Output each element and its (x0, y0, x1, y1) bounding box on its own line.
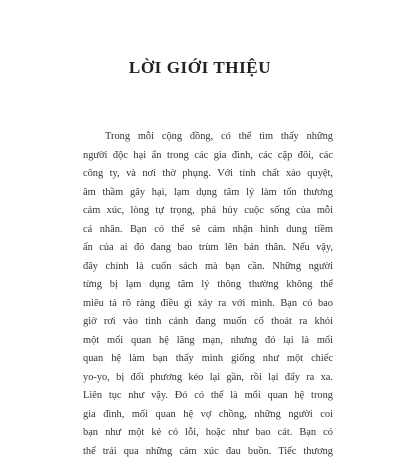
text-line: công ty, và nơi thờ phụng. Với tính chất xảo quyệt, (83, 165, 333, 184)
text-line: Liên tục như vậy. Đó có thể là mối quan hệ trong (83, 387, 333, 406)
text-line: quan hệ làm bạn thấy mình giống như một chiếc (83, 350, 333, 369)
page-title: LỜI GIỚI THIỆU (0, 58, 400, 78)
text-line: người độc hại ẩn trong các gia đình, các cặp đôi, các (83, 147, 333, 166)
text-line: ẩn của ai đó đang bao trùm lên bản thân. Nếu vậy, (83, 239, 333, 258)
text-line: yo-yo, bị đối phương kéo lại gần, rồi lại đẩy ra xa. (83, 369, 333, 388)
text-line: cá nhân. Bạn có thể sẽ cảm nhận hình dung tiềm (83, 221, 333, 240)
text-line: gia đình, mối quan hệ vợ chồng, những người coi (83, 406, 333, 425)
text-line: giờ rơi vào tình cảnh đang muốn cố thoát ra khỏi (83, 313, 333, 332)
text-line: miêu tả rõ ràng điều gì xảy ra với mình. Bạn có bao (83, 295, 333, 314)
text-line: âm thầm gây hại, lạm dụng tâm lý làm tổn thương (83, 184, 333, 203)
text-line: một mối quan hệ lãng mạn, nhưng đó lại là mối (83, 332, 333, 351)
text-line: từng bị lạm dụng tâm lý thông thường không thể (83, 276, 333, 295)
text-line: đây chính là cuốn sách mà bạn cần. Những người (83, 258, 333, 277)
intro-paragraph (83, 128, 333, 461)
text-line: cảm xúc, lòng tự trọng, phá hủy cuộc sống của mỗi (83, 202, 333, 221)
text-line: Trong mỗi cộng đồng, có thể tìm thấy những (83, 128, 333, 147)
text-line: thể trải qua những cảm xúc đau buồn. Tiếc thương (83, 443, 333, 461)
text-line: bạn như một kẻ có lỗi, hoặc như bao cát. Bạn có (83, 424, 333, 443)
